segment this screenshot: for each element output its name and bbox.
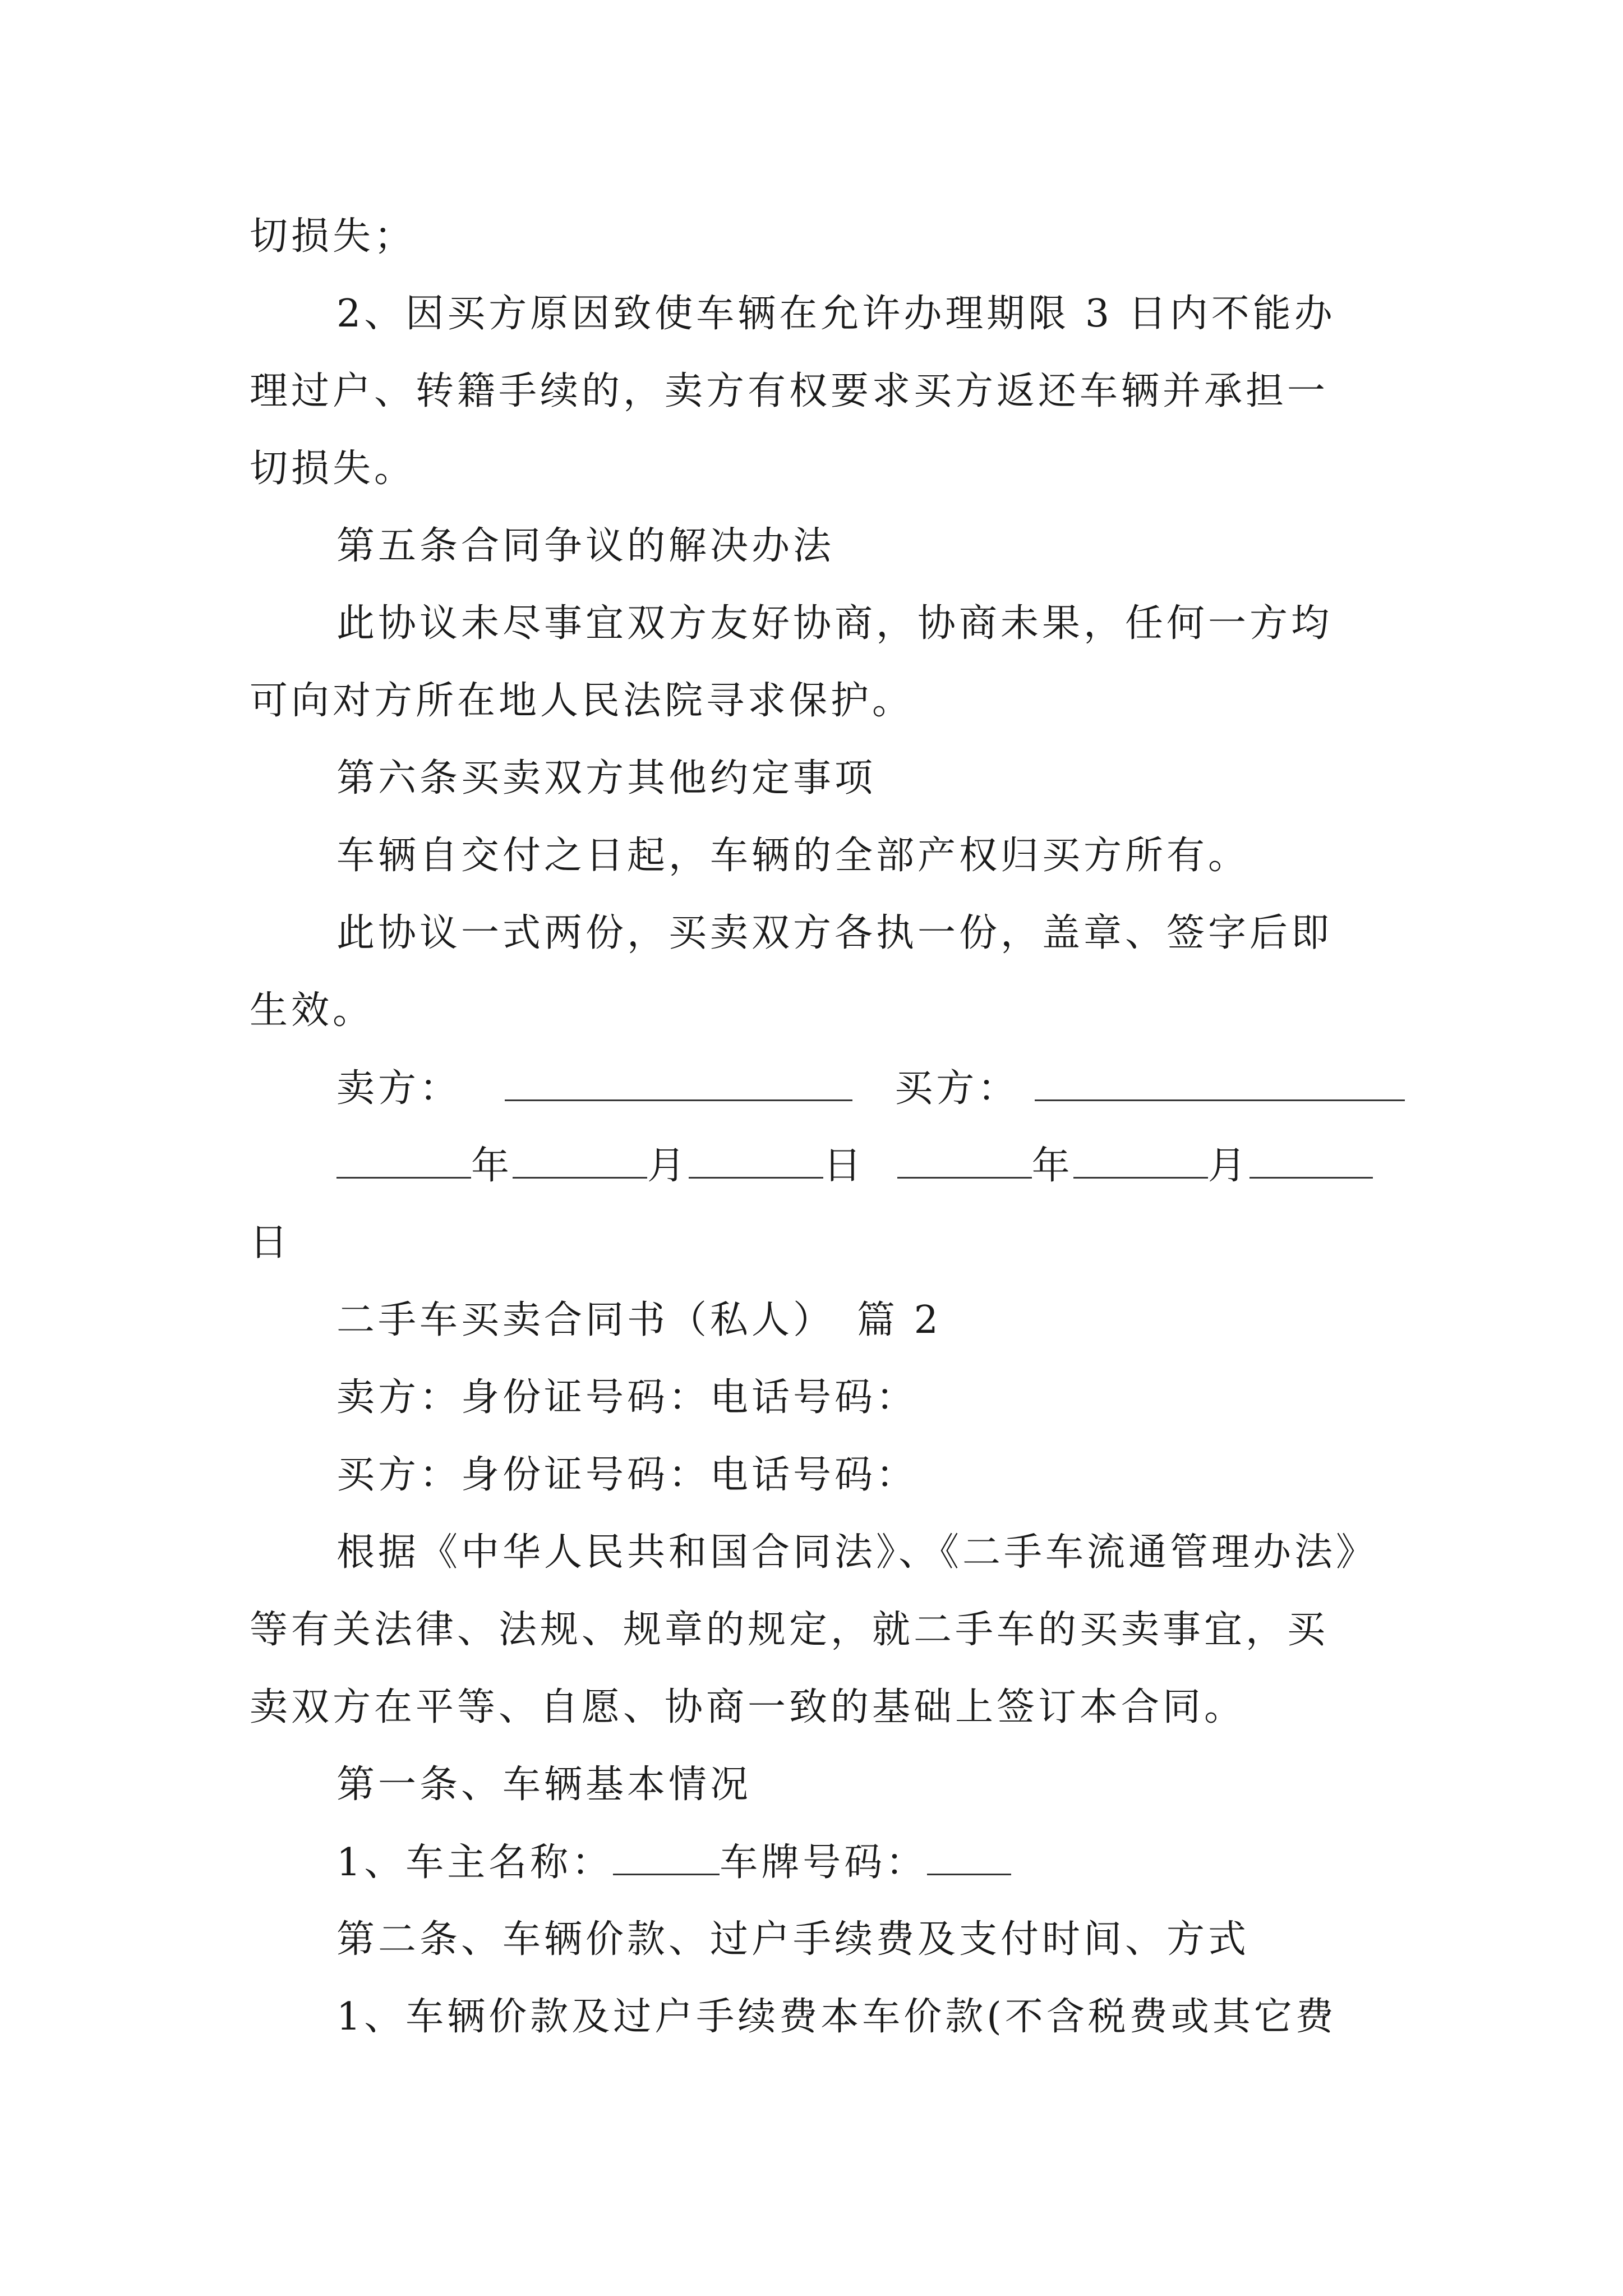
section-heading: 第五条合同争议的解决办法 (336, 524, 835, 568)
paragraph-line: 理过户、转籍手续的，卖方有权要求买方返还车辆并承担一 (250, 369, 1329, 413)
signature-row (336, 1066, 1405, 1111)
seller-month-blank[interactable] (513, 1143, 647, 1179)
buyer-day-blank[interactable] (1249, 1143, 1373, 1179)
day-label: 日 (823, 1144, 865, 1188)
paragraph-line: 生效。 (250, 988, 375, 1033)
owner-name-label: 1、车主名称： (336, 1841, 614, 1885)
seller-signature-blank[interactable] (505, 1066, 852, 1101)
buyer-signature-label: 买方： (895, 1066, 1020, 1111)
seller-day-blank[interactable] (689, 1143, 823, 1179)
seller-info-line: 卖方：身份证号码：电话号码： (336, 1375, 918, 1420)
buyer-signature-blank[interactable] (1035, 1066, 1405, 1101)
month-label: 月 (1207, 1144, 1249, 1188)
vehicle-info-line (336, 1840, 1011, 1885)
section-heading: 第六条买卖双方其他约定事项 (336, 756, 877, 800)
year-label: 年 (471, 1144, 513, 1188)
paragraph-line: 等有关法律、法规、规章的规定，就二手车的买卖事宜，买 (250, 1608, 1329, 1652)
year-label: 年 (1031, 1144, 1073, 1188)
buyer-info-line: 买方：身份证号码：电话号码： (336, 1453, 918, 1497)
article-heading: 第一条、车辆基本情况 (336, 1763, 752, 1807)
seller-signature-label: 卖方： (336, 1066, 462, 1111)
plate-number-blank[interactable] (927, 1840, 1011, 1875)
paragraph-line: 根据《中华人民共和国合同法》、《二手车流通管理办法》 (336, 1530, 1378, 1575)
owner-name-blank[interactable] (613, 1840, 720, 1875)
date-row (336, 1143, 1373, 1189)
day-label-wrapped: 日 (250, 1221, 292, 1265)
paragraph-line: 车辆自交付之日起，车辆的全部产权归买方所有。 (336, 834, 1250, 878)
paragraph-line: 可向对方所在地人民法院寻求保护。 (250, 679, 914, 723)
paragraph-line: 此协议未尽事宜双方友好协商，协商未果，任何一方均 (336, 601, 1333, 646)
seller-year-blank[interactable] (336, 1143, 471, 1179)
buyer-year-blank[interactable] (897, 1143, 1032, 1179)
contract-title: 二手车买卖合同书（私人） 篇 2 (336, 1298, 942, 1342)
paragraph-line: 2、因买方原因致使车辆在允许办理期限 3 日内不能办 (336, 292, 1336, 336)
plate-number-label: 车牌号码： (720, 1841, 928, 1885)
paragraph-line: 1、车辆价款及过户手续费本车价款(不含税费或其它费 (336, 1995, 1337, 2039)
paragraph-line: 切损失； (250, 214, 416, 259)
buyer-month-blank[interactable] (1073, 1143, 1208, 1179)
paragraph-line: 此协议一式两份，买卖双方各执一份，盖章、签字后即 (336, 911, 1333, 955)
paragraph-line: 卖双方在平等、自愿、协商一致的基础上签订本合同。 (250, 1685, 1246, 1729)
month-label: 月 (647, 1144, 689, 1188)
paragraph-line: 切损失。 (250, 447, 416, 491)
article-heading: 第二条、车辆价款、过户手续费及支付时间、方式 (336, 1917, 1250, 1962)
